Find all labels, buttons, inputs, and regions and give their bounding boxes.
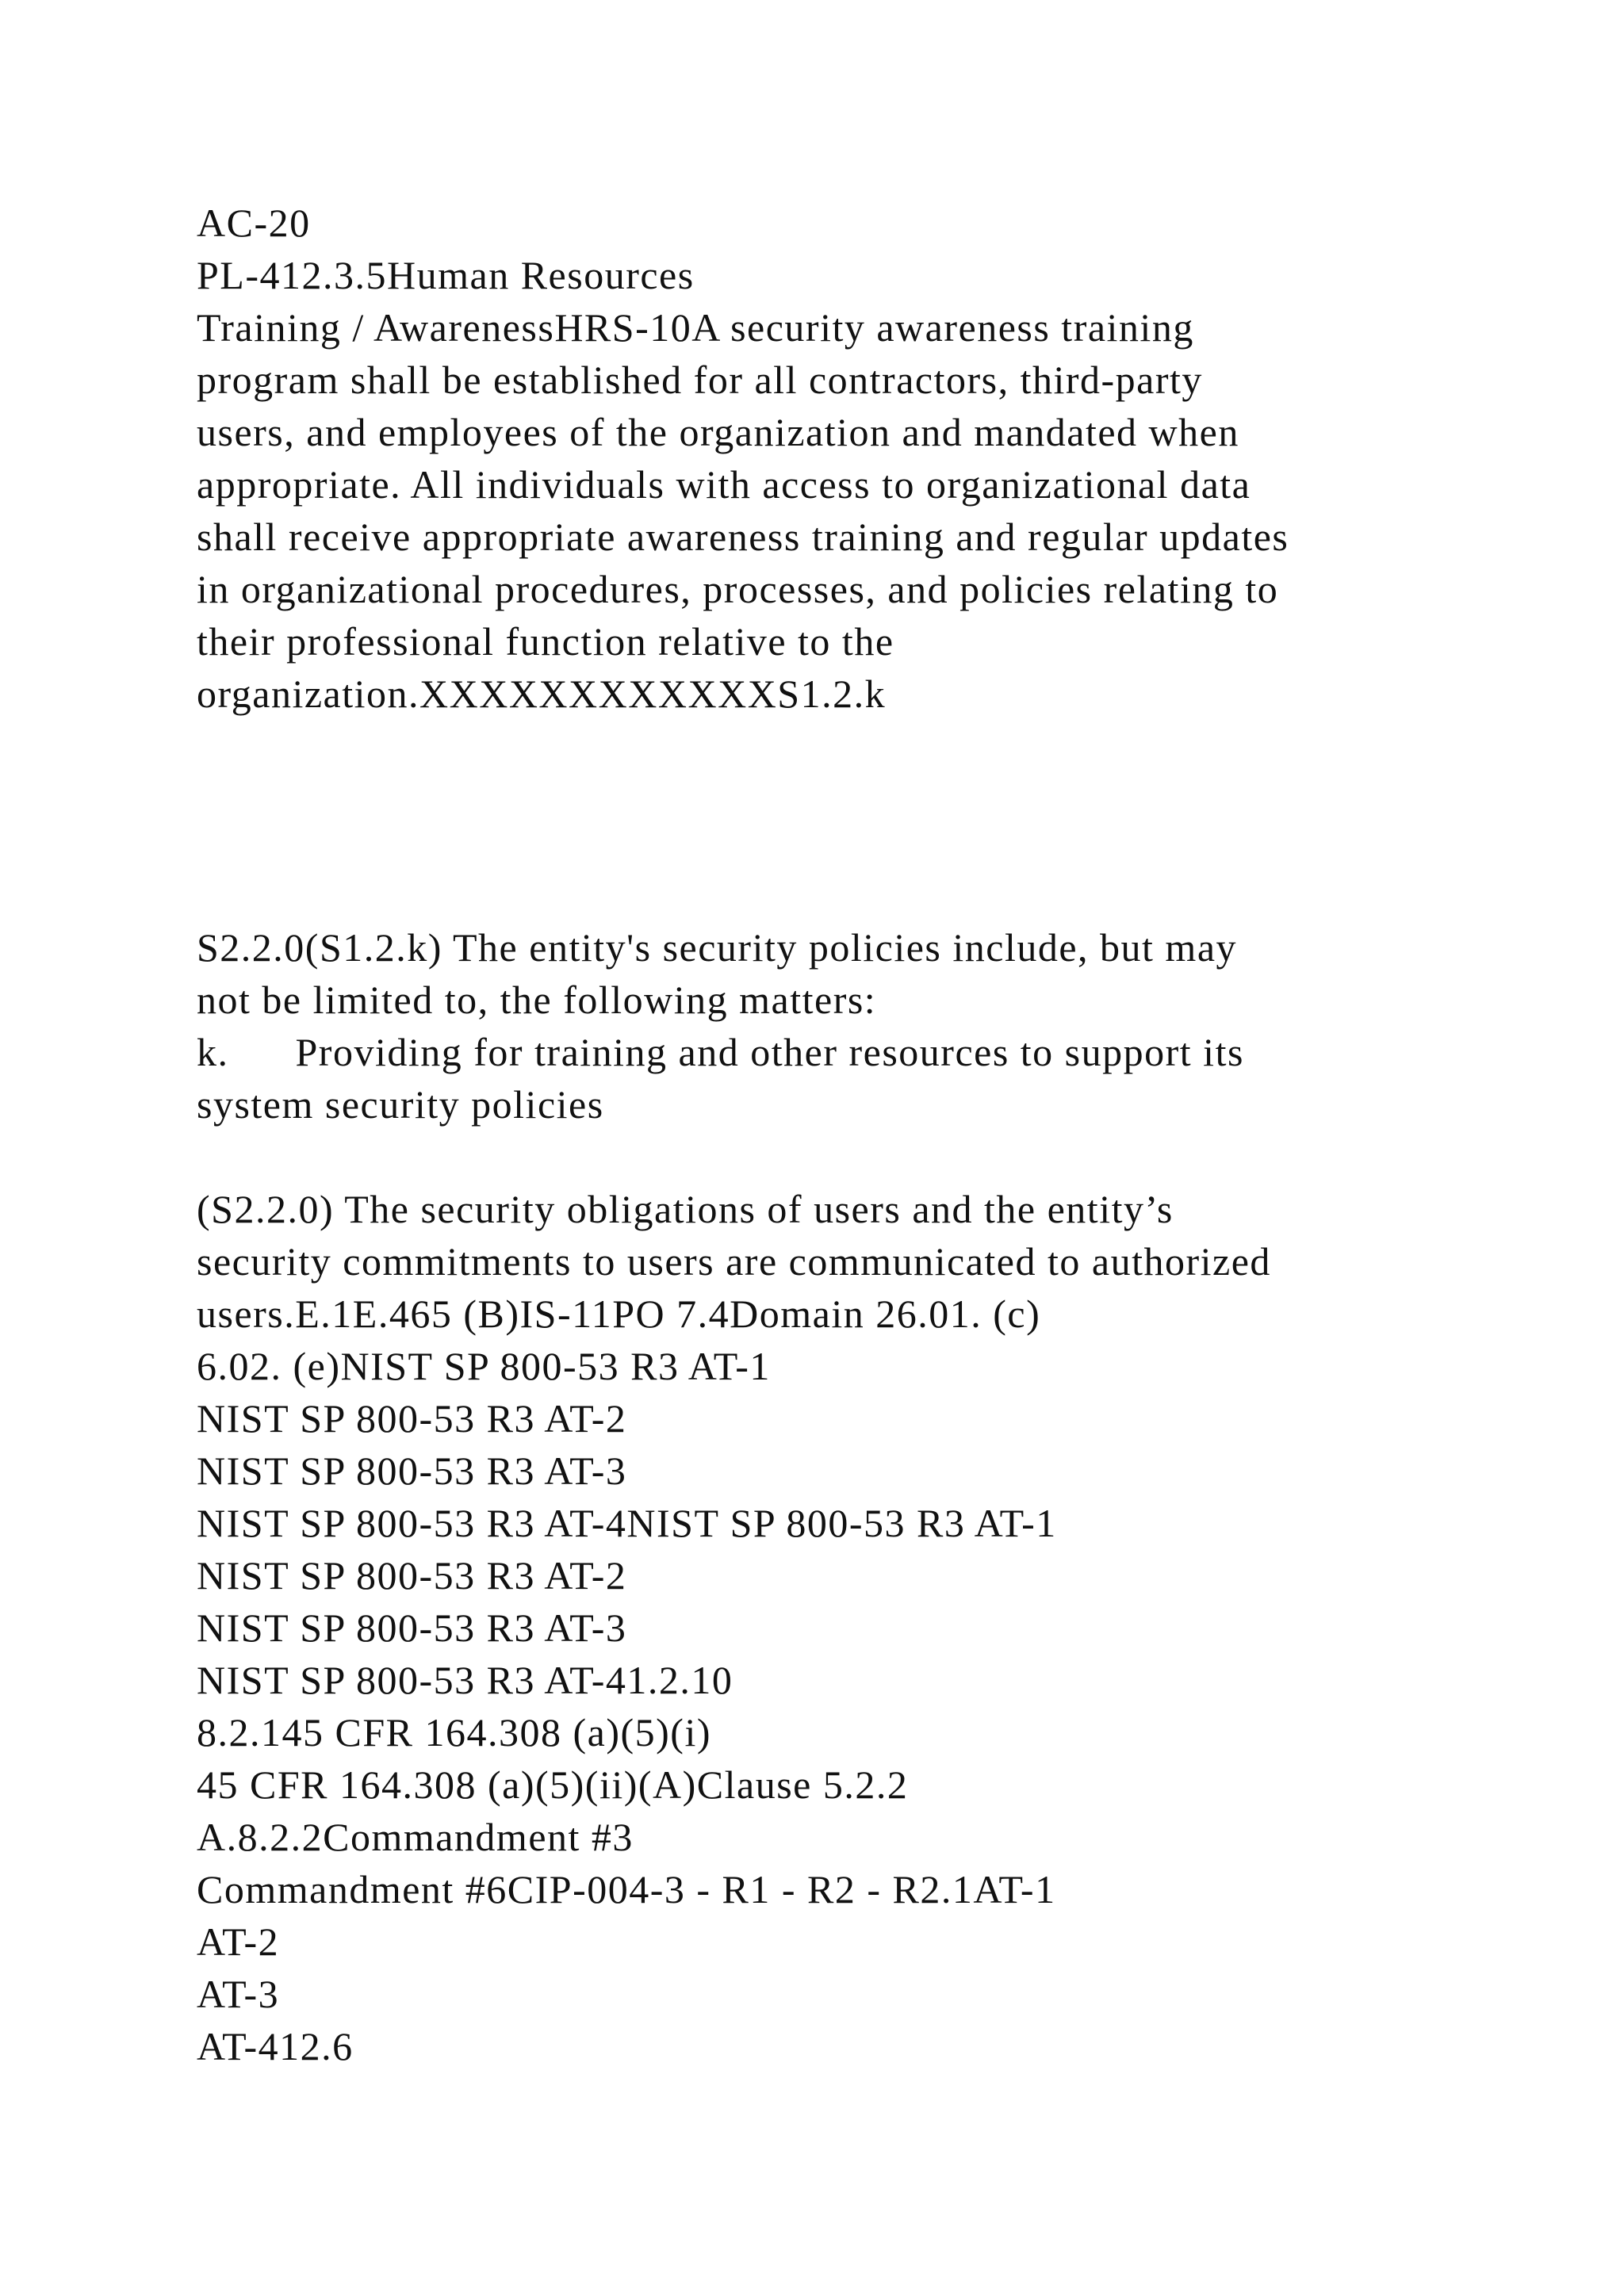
text-line: users.E.1E.465 (B)IS-11PO 7.4Domain 26.01. (c) xyxy=(197,1292,1041,1336)
text-line: PL-412.3.5Human Resources xyxy=(197,253,695,297)
text-line: NIST SP 800-53 R3 AT-2 xyxy=(197,1396,627,1441)
text-line: S2.2.0(S1.2.k) The entity's security policies include, but may xyxy=(197,925,1238,970)
text-line: their professional function relative to the xyxy=(197,619,894,664)
text-line: A.8.2.2Commandment #3 xyxy=(197,1815,634,1859)
text-line: NIST SP 800-53 R3 AT-4NIST SP 800-53 R3 AT-1 xyxy=(197,1501,1057,1545)
text-line: AT-3 xyxy=(197,1972,280,2016)
text-line: 45 CFR 164.308 (a)(5)(ii)(A)Clause 5.2.2 xyxy=(197,1762,909,1807)
text-line: 8.2.145 CFR 164.308 (a)(5)(i) xyxy=(197,1710,711,1755)
text-line: NIST SP 800-53 R3 AT-41.2.10 xyxy=(197,1658,733,1702)
text-line: not be limited to, the following matters: xyxy=(197,978,877,1022)
text-line: AC-20 xyxy=(197,201,311,245)
text-line: program shall be established for all contractors, third-party xyxy=(197,358,1203,402)
text-line: appropriate. All individuals with access to organizational data xyxy=(197,462,1251,507)
text-line: system security policies xyxy=(197,1082,604,1127)
text-block-references xyxy=(197,1183,1545,2072)
text-block-security-policies xyxy=(197,921,1545,1131)
text-line: NIST SP 800-53 R3 AT-2 xyxy=(197,1553,627,1598)
text-line: in organizational procedures, processes, and policies relating to xyxy=(197,567,1279,611)
text-line: 6.02. (e)NIST SP 800-53 R3 AT-1 xyxy=(197,1344,771,1388)
text-line: NIST SP 800-53 R3 AT-3 xyxy=(197,1605,627,1650)
text-line: AT-2 xyxy=(197,1919,280,1964)
text-line: security commitments to users are communicated to authorized xyxy=(197,1239,1271,1284)
text-line: k. Providing for training and other resources to support its xyxy=(197,1030,1244,1074)
text-line: Commandment #6CIP-004-3 - R1 - R2 - R2.1AT-1 xyxy=(197,1867,1056,1911)
text-line: (S2.2.0) The security obligations of users and the entity’s xyxy=(197,1187,1174,1231)
text-line: users, and employees of the organization and mandated when xyxy=(197,410,1239,454)
text-line: AT-412.6 xyxy=(197,2024,354,2068)
text-line: Training / AwarenessHRS-10A security awareness training xyxy=(197,305,1194,350)
text-block-control-description xyxy=(197,197,1545,720)
text-line: shall receive appropriate awareness training and regular updates xyxy=(197,515,1289,559)
text-line: organization.XXXXXXXXXXXXS1.2.k xyxy=(197,672,887,716)
text-line: NIST SP 800-53 R3 AT-3 xyxy=(197,1448,627,1493)
